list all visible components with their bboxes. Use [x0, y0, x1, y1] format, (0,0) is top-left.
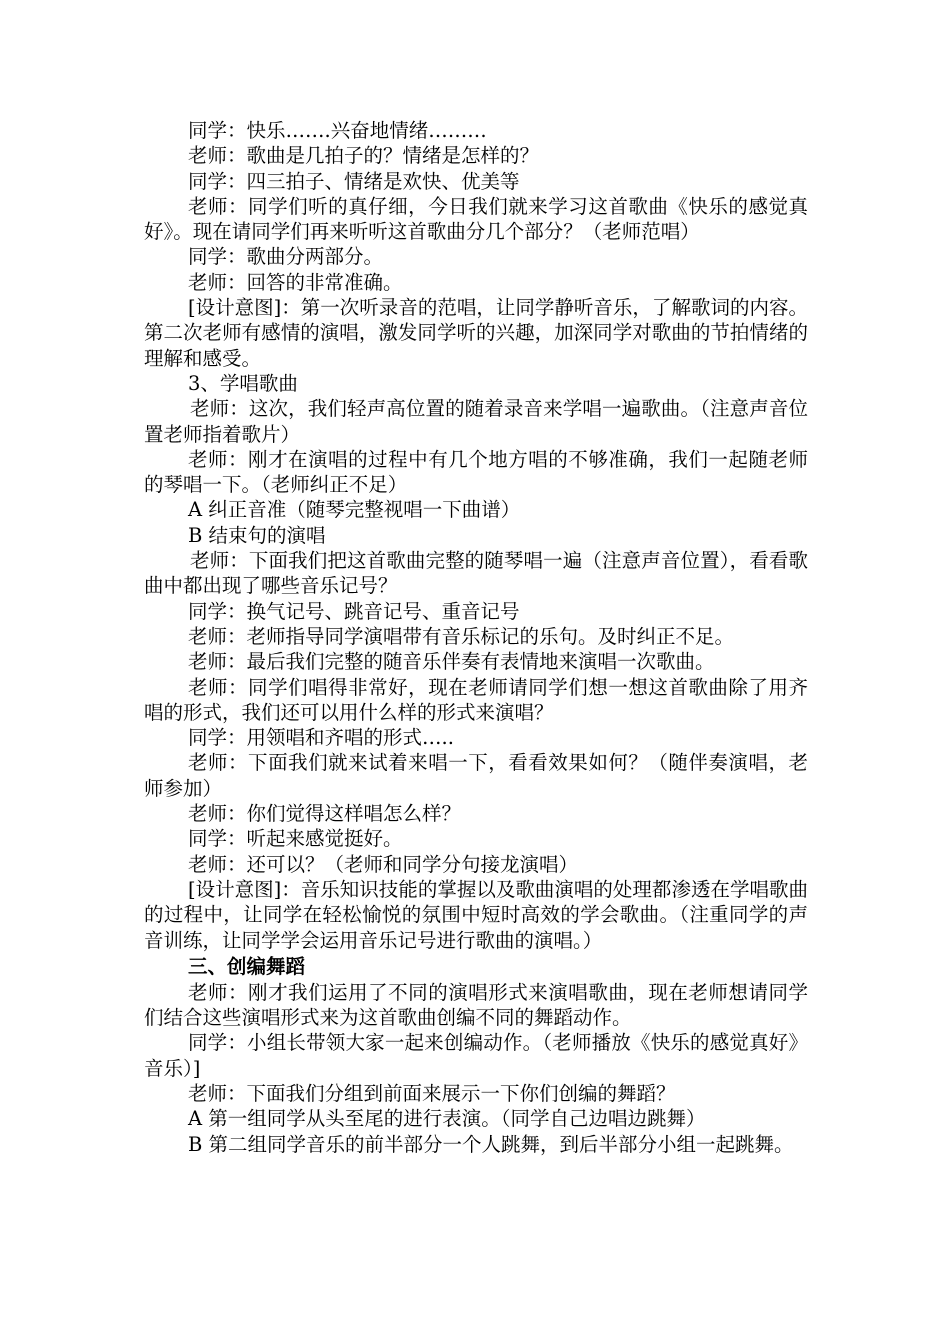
paragraph: 老师：同学们听的真仔细，今日我们就来学习这首歌曲《快乐的感觉真好》。现在请同学们再来听听这首歌曲分几个部分？（老师范唱） — [144, 194, 808, 244]
paragraph: 同学：歌曲分两部分。 — [188, 245, 384, 269]
document-page — [144, 118, 808, 1157]
paragraph: 老师：歌曲是几拍子的？情绪是怎样的？ — [188, 144, 540, 168]
paragraph: 同学：快乐…….兴奋地情绪……… — [188, 119, 487, 142]
paragraph: 同学：用领唱和齐唱的形式….. — [188, 726, 454, 750]
list-item: A 第一组同学从头至尾的进行表演。（同学自己边唱边跳舞） — [188, 1107, 706, 1131]
paragraph: 同学：小组长带领大家一起来创编动作。（老师播放《快乐的感觉真好》音乐）] — [144, 1031, 808, 1080]
list-item: B 第二组同学音乐的前半部分一个人跳舞，到后半部分小组一起跳舞。 — [188, 1132, 794, 1156]
paragraph: 老师：最后我们完整的随音乐伴奏有表情地来演唱一次歌曲。 — [188, 650, 715, 674]
paragraph: 老师：这次，我们轻声高位置的随着录音来学唱一遍歌曲。（注意声音位置老师指着歌片） — [144, 397, 808, 446]
paragraph: 老师：刚才在演唱的过程中有几个地方唱的不够准确，我们一起随老师的琴唱一下。（老师纠正不足） — [144, 447, 808, 497]
list-item: A 纠正音准（随琴完整视唱一下曲谱） — [188, 498, 521, 522]
section-subtitle: 3、学唱歌曲 — [188, 371, 298, 395]
paragraph: 老师：下面我们就来试着来唱一下，看看效果如何？（随伴奏演唱，老师参加） — [144, 751, 808, 800]
design-intent-paragraph: [设计意图]：第一次听录音的范唱，让同学静听音乐，了解歌词的内容。第二次老师有感情的演唱，激发同学听的兴趣，加深同学对歌曲的节拍情绪的理解和感受。 — [144, 296, 808, 370]
list-item: B 结束句的演唱 — [188, 523, 326, 547]
paragraph: 老师：老师指导同学演唱带有音乐标记的乐句。及时纠正不足。 — [188, 624, 735, 648]
paragraph: 老师：下面我们分组到前面来展示一下你们创编的舞蹈？ — [188, 1081, 676, 1105]
paragraph: 老师：你们觉得这样唱怎么样？ — [188, 802, 462, 826]
paragraph: 同学：四三拍子、情绪是欢快、优美等 — [188, 169, 520, 193]
paragraph: 老师：下面我们把这首歌曲完整的随琴唱一遍（注意声音位置），看看歌曲中都出现了哪些音乐记号？ — [144, 549, 808, 598]
section-heading: 三、创编舞蹈 — [188, 954, 306, 978]
paragraph: 老师：还可以？（老师和同学分句接龙演唱） — [188, 852, 579, 876]
paragraph: 老师：回答的非常准确。 — [188, 270, 403, 294]
paragraph: 老师：同学们唱得非常好，现在老师请同学们想一想这首歌曲除了用齐唱的形式，我们还可以用什么样的形式来演唱？ — [144, 675, 808, 724]
paragraph: 老师：刚才我们运用了不同的演唱形式来演唱歌曲，现在老师想请同学们结合这些演唱形式来为这首歌曲创编不同的舞蹈动作。 — [144, 980, 808, 1030]
design-intent-paragraph: [设计意图]：音乐知识技能的掌握以及歌曲演唱的处理都渗透在学唱歌曲的过程中，让同学在轻松愉悦的氛围中短时高效的学会歌曲。（注重同学的声音训练，让同学学会运用音乐记号进行歌曲的演唱。） — [144, 877, 808, 952]
paragraph: 同学：换气记号、跳音记号、重音记号 — [188, 599, 520, 623]
paragraph: 同学：听起来感觉挺好。 — [188, 827, 403, 851]
